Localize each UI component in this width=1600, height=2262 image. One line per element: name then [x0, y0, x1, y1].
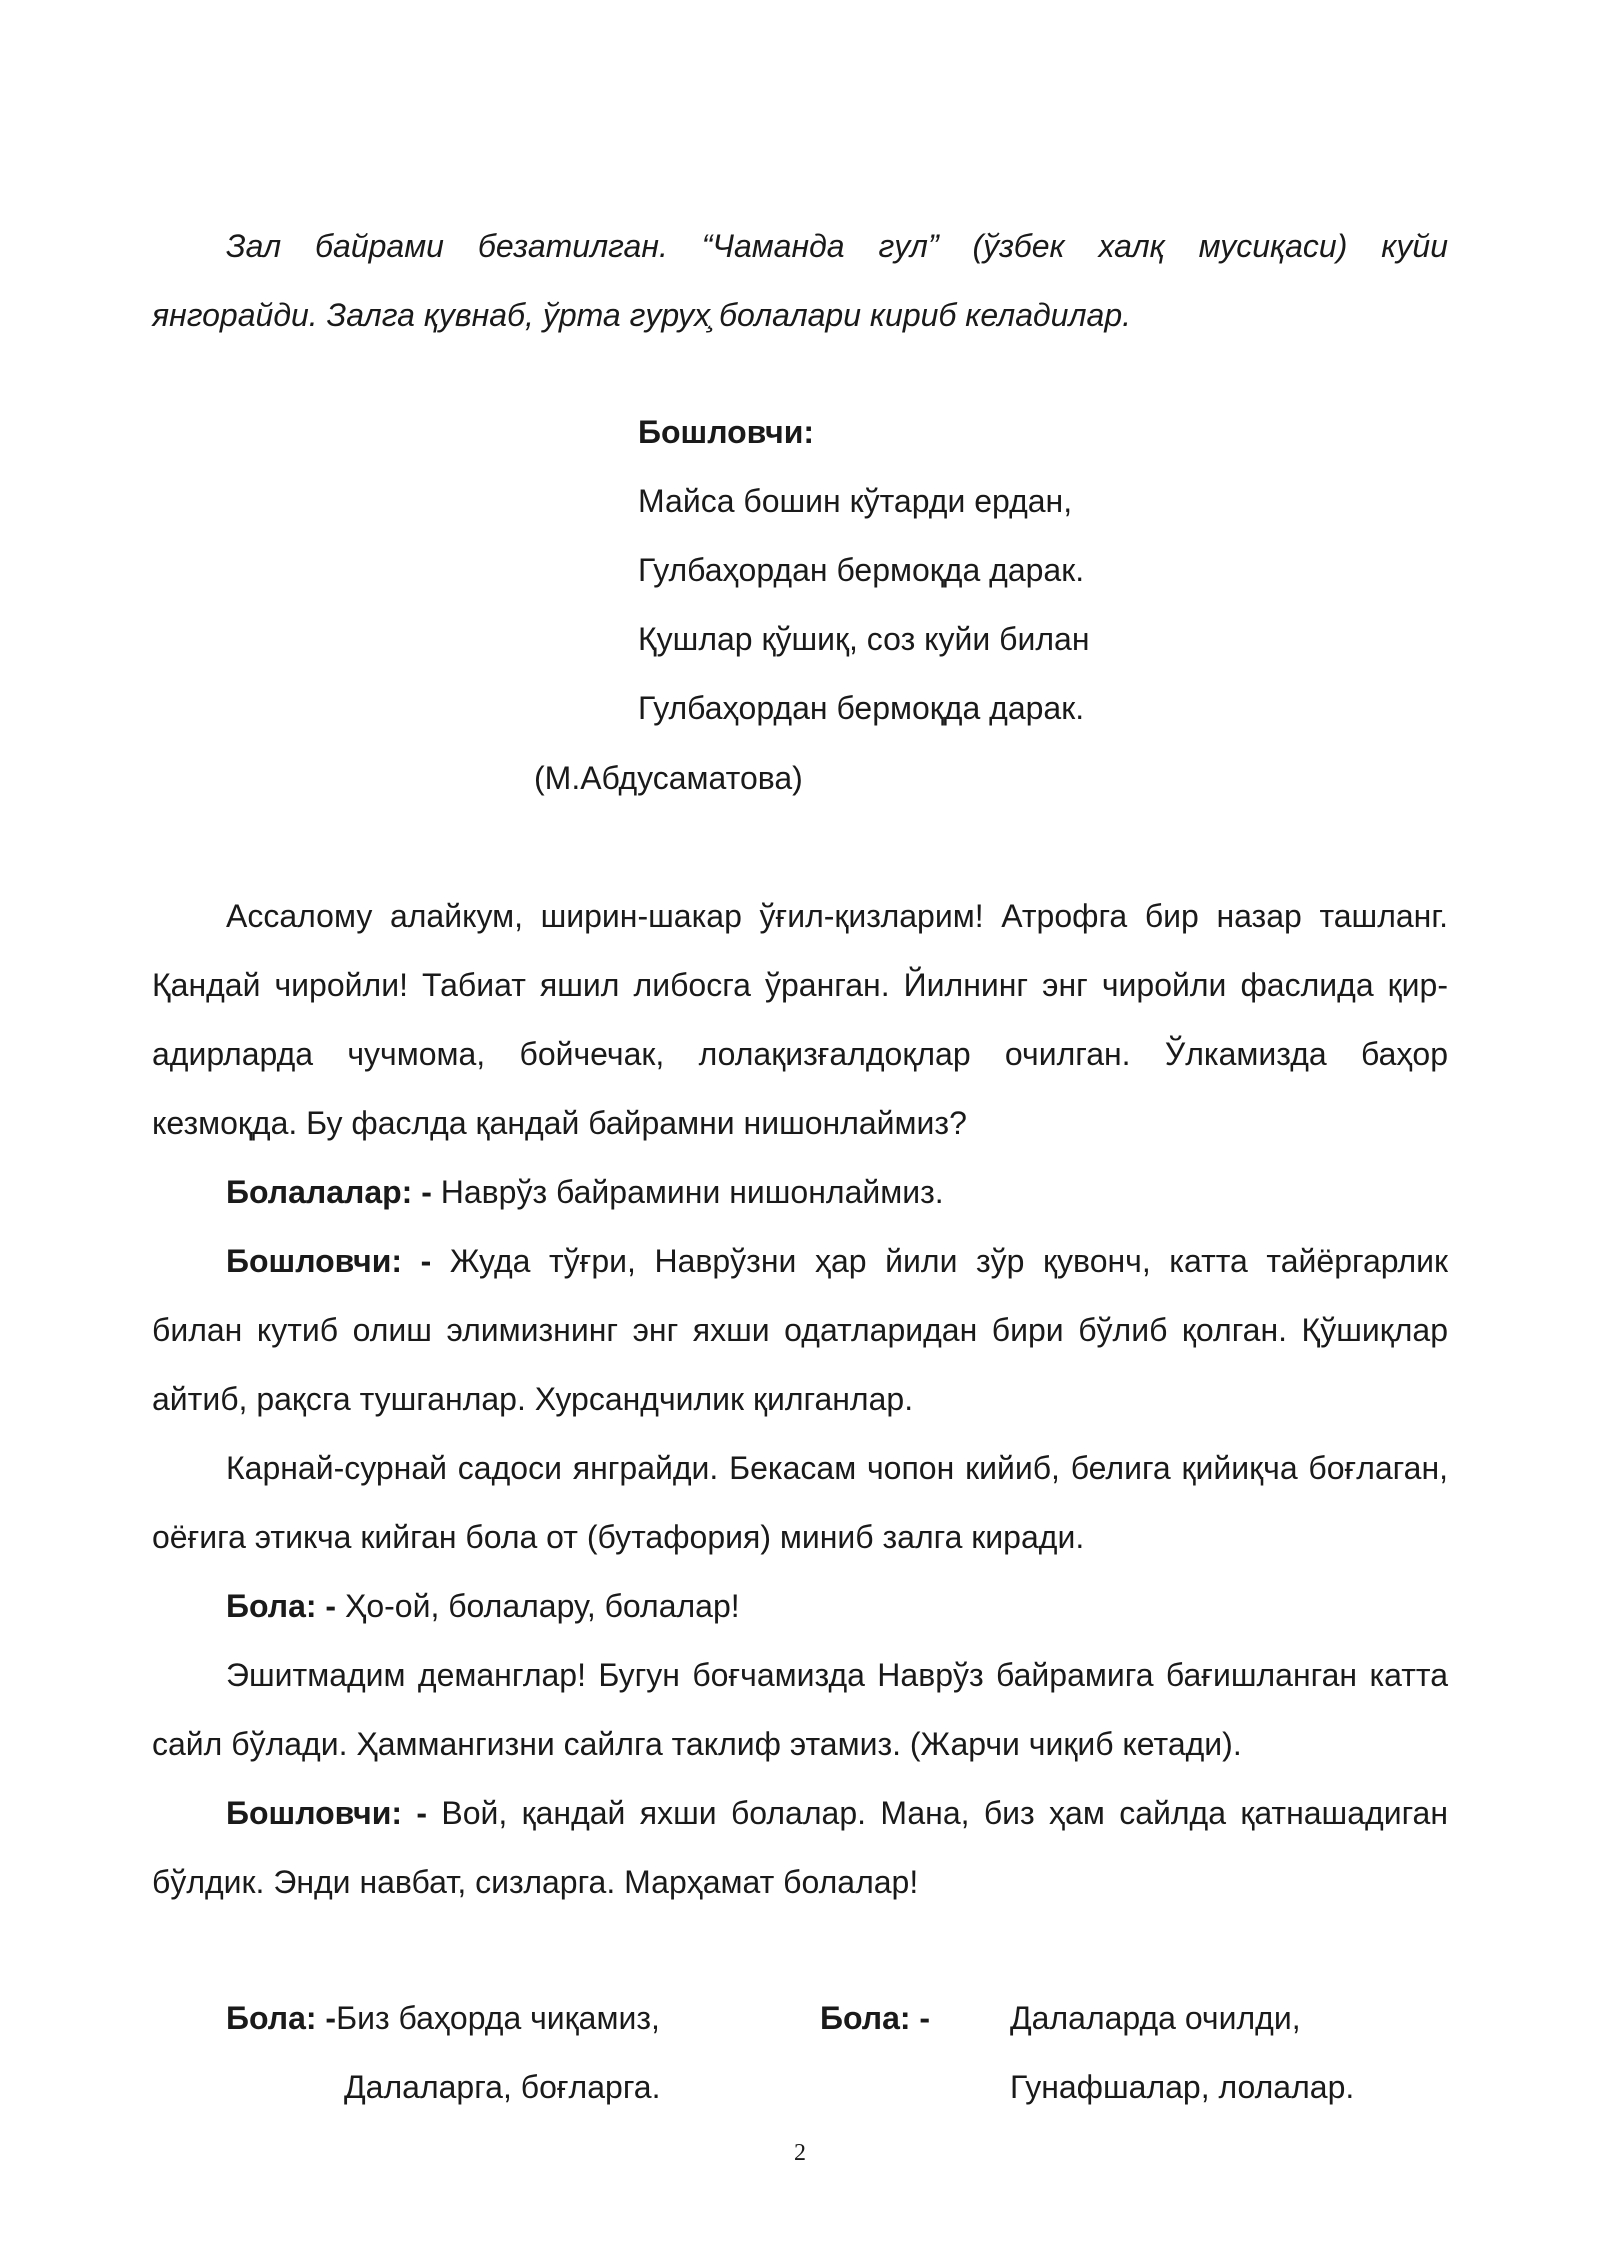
speaker-label: Болалалар: - — [226, 1174, 432, 1210]
left-verse-label: Бола: - — [226, 2000, 337, 2036]
speaker-label: Бошловчи: - — [226, 1795, 428, 1831]
poem-line-4: Гулбаҳордан бермоқда дарак. — [638, 690, 1085, 726]
speaker-text: Наврўз байрамини нишонлаймиз. — [431, 1174, 944, 1210]
page-number: 2 — [794, 2140, 806, 2166]
right-verse-line-2: Гунафшалар, лолалар. — [1010, 2069, 1355, 2105]
right-verse — [1010, 1984, 1354, 2122]
right-verse-label: Бола: - — [820, 2000, 931, 2036]
poem-speaker: Бошловчи: — [638, 414, 815, 450]
intro-line-2: янгорайди. Залга қувнаб, ўрта гурух̧ болалари кириб келадилар. — [152, 297, 1131, 333]
speaker-label: Бола: - — [226, 1588, 337, 1624]
poem-line-2: Гулбаҳордан бермоқда дарак. — [638, 552, 1085, 588]
paragraph-stage-direction: Карнай-сурнай садоси янграйди. Бекасам чопон кийиб, белига қийиқча боғлаган, оёғига этикча кийган бола от (бутафория) миниб залга киради. — [152, 1450, 1448, 1555]
stage-direction-intro — [152, 212, 1448, 350]
left-verse-text-1: Биз баҳорда чиқамиз, — [336, 2000, 660, 2036]
intro-line-1: Зал байрами безатилган. “Чаманда гул” (ўзбек халқ мусиқаси) куйи — [226, 228, 1448, 264]
paragraph-announcement: Эшитмадим деманглар! Бугун боғчамизда Наврўз байрамига бағишланган катта сайл бўлади. Ҳаммангизни сайлга таклиф этамиз. (Жарчи чиқиб кетади). — [152, 1657, 1448, 1762]
dialogue-section — [152, 882, 1448, 1917]
paragraph-host-invite — [152, 1779, 1448, 1917]
poem-line-1: Майса бошин кўтарди ердан, — [638, 483, 1073, 519]
right-verse-line-1: Далаларда очилди, — [1010, 2000, 1301, 2036]
left-verse — [226, 1984, 660, 2122]
paragraph-greeting: Ассалому алайкум, ширин-шакар ўғил-қизларим! Атрофга бир назар ташланг. Қандай чиройли! Табиат яшил либосга ўранган. Йилнинг энг чиройли фаслида қир-адирларда чучмома, бойчечак, лолақизғалдоқлар очилган. Ўлкамизда баҳор кезмоқда. Бу фаслда қандай байрамни нишонлаймиз? — [152, 898, 1448, 1141]
left-verse-line-1 — [226, 1984, 660, 2053]
poem-line-3: Қушлар қўшиқ, соз куйи билан — [638, 621, 1090, 657]
paragraph-host-reply — [152, 1227, 1448, 1434]
speaker-label: Бошловчи: - — [226, 1243, 432, 1279]
left-verse-line-2: Далаларга, боғларга. — [344, 2069, 661, 2105]
poem-author: (М.Абдусаматова) — [534, 760, 803, 796]
speaker-text: Вой, қандай яхши болалар. Мана, биз ҳам сайлда қатнашадиган бўлдик. Энди навбат, сизларга. Марҳамат болалар! — [152, 1795, 1449, 1900]
paragraph-children-reply — [152, 1158, 1448, 1227]
poem-block — [638, 398, 1090, 743]
speaker-text: Жуда тўғри, Наврўзни ҳар йили зўр қувонч, катта тайёргарлик билан кутиб олиш элимизнинг энг яхши одатларидан бири бўлиб қолган. Қўшиқлар айтиб, рақсга тушганлар. Хурсандчилик қилганлар. — [152, 1243, 1449, 1417]
paragraph-child-call — [152, 1572, 1448, 1641]
speaker-text: Ҳо-ой, болалару, болалар! — [336, 1588, 740, 1624]
